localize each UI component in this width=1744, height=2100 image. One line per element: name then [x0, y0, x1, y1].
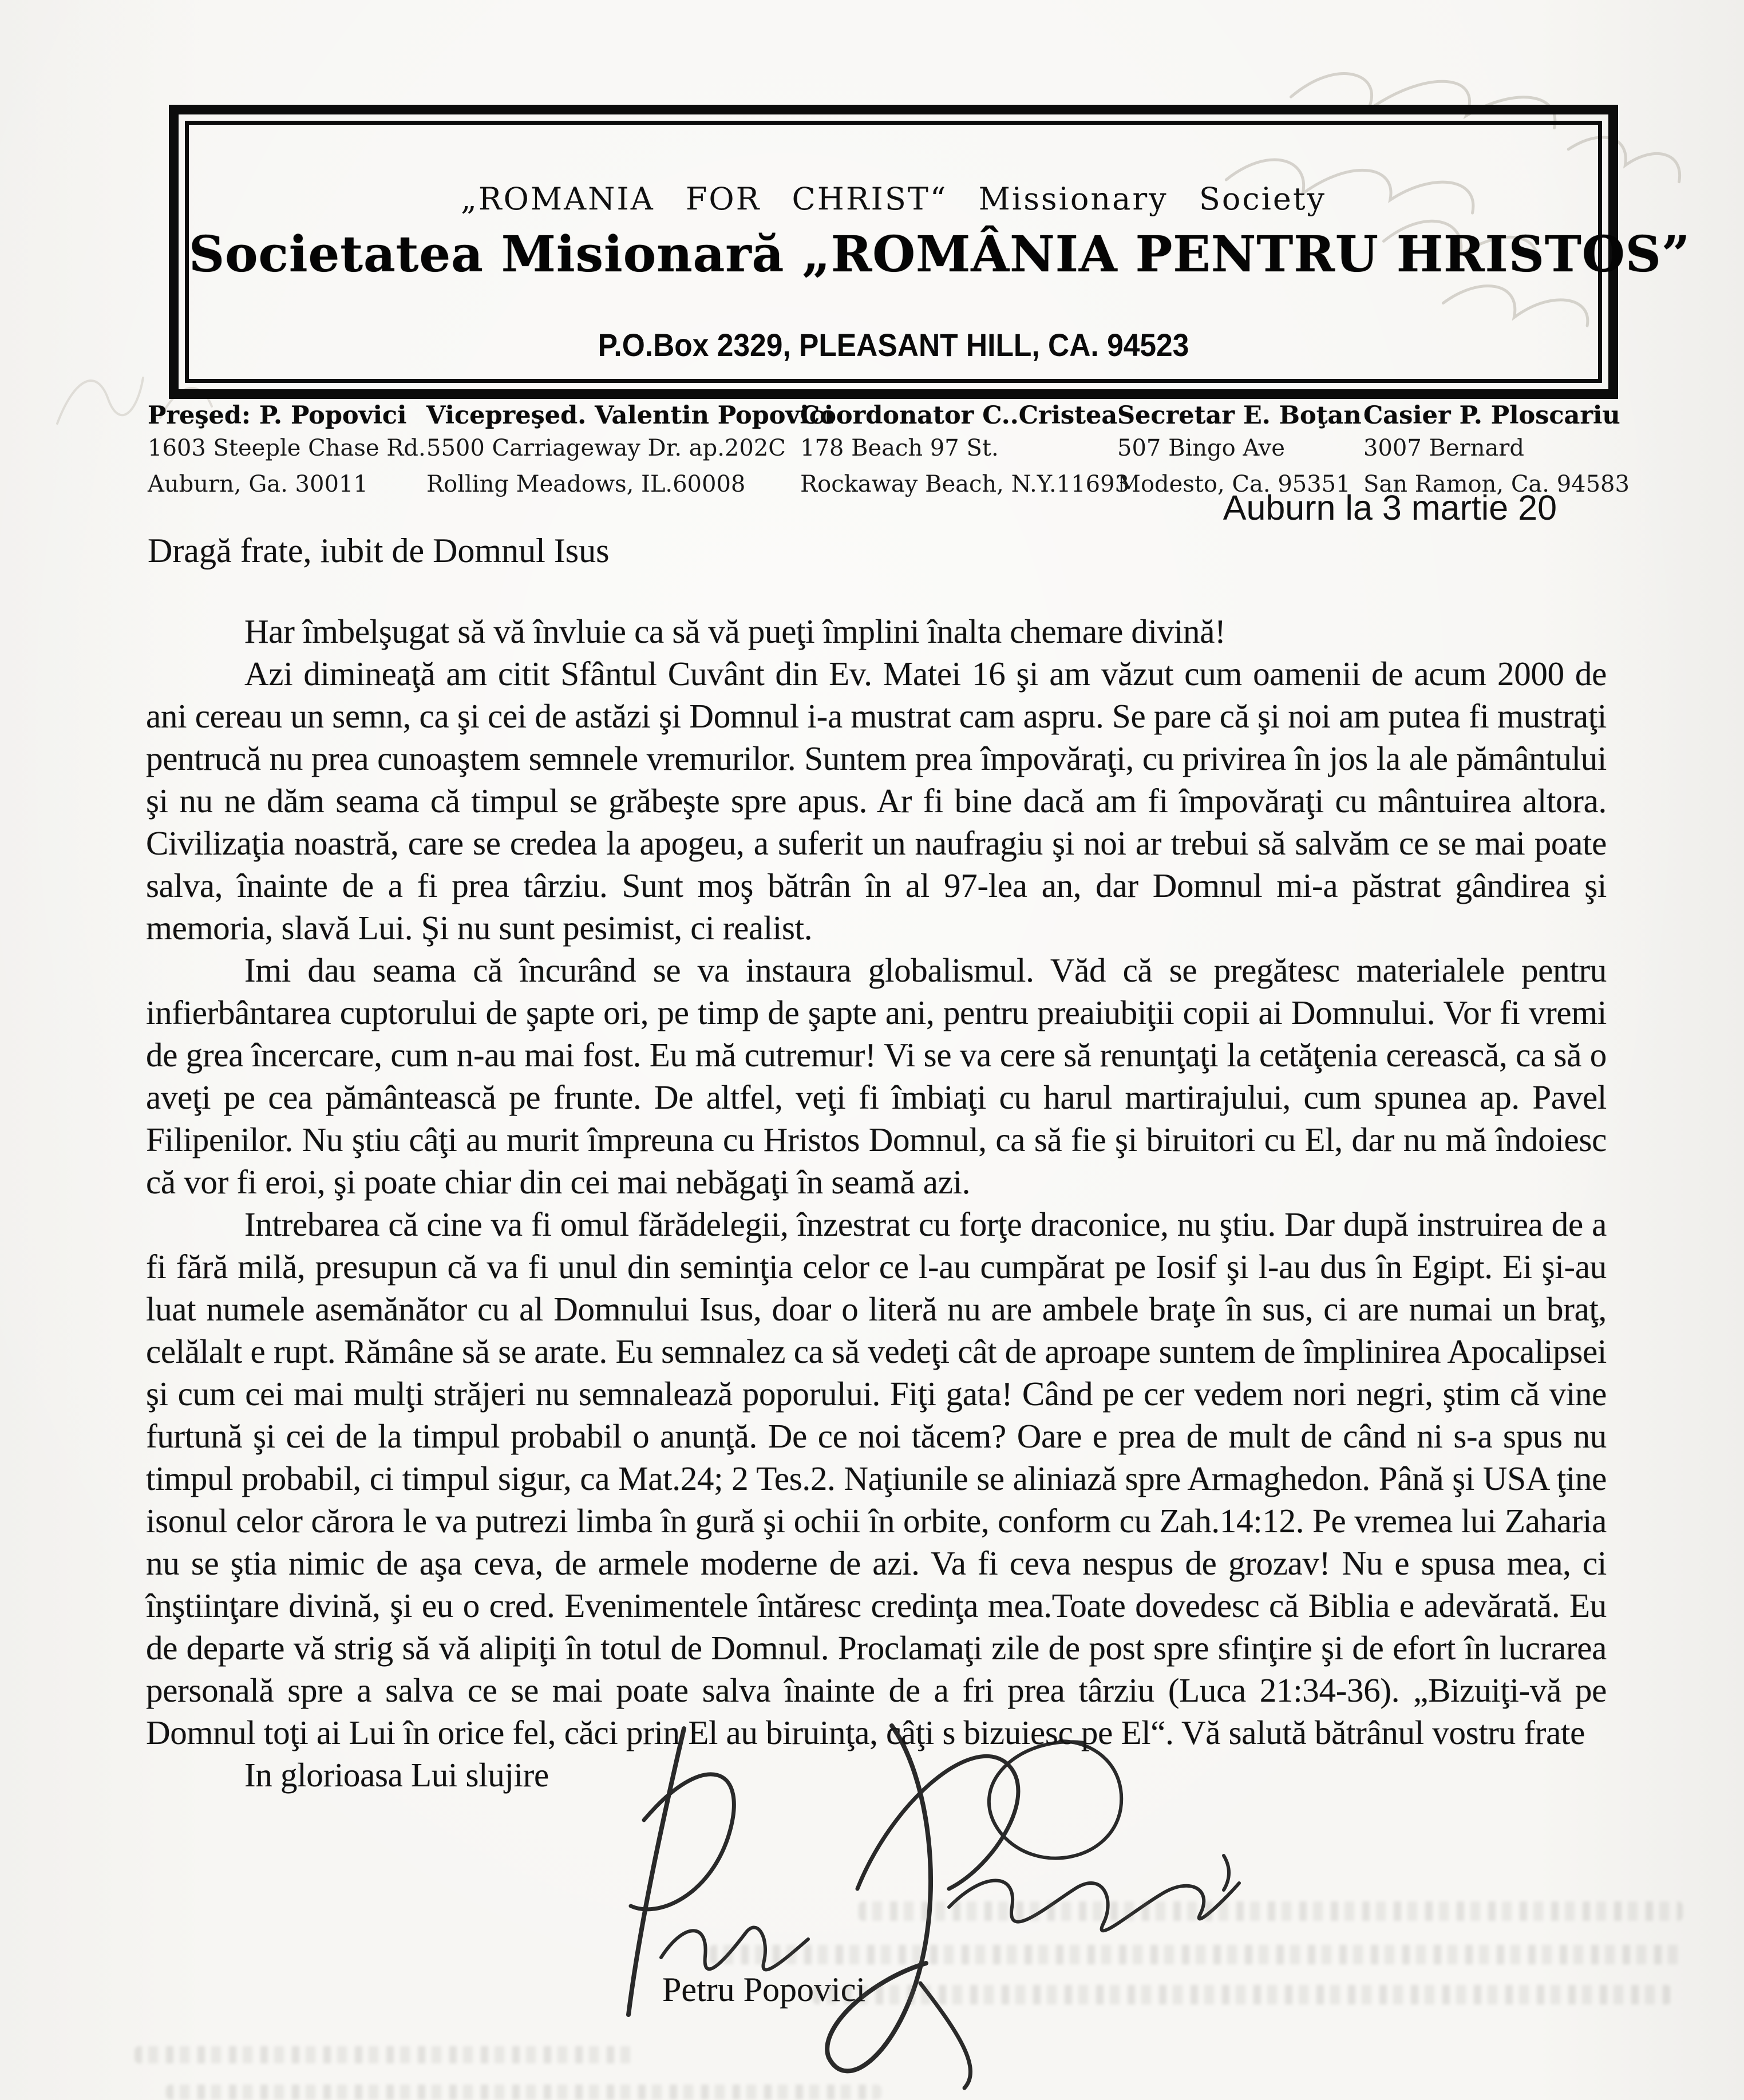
officer-title: Vicepreşed. Valentin Popovici — [426, 401, 834, 430]
officer-address: Modesto, Ca. 95351 — [1117, 471, 1351, 497]
officer-address: 178 Beach 97 St. — [800, 435, 999, 461]
letterhead-inner-border — [185, 121, 1691, 383]
body-paragraph: Azi dimineaţă am citit Sfântul Cuvânt din Ev. Matei 16 şi am văzut cum oamenii de acum 2000 de ani cereau un semn, ca şi cei de astăzi şi Domnul i-a mustrat cam aspru. Se pare că şi noi am putea fi mustraţi pentrucă nu prea cunoaştem semnele vremurilor. Suntem prea împovăraţi, cu privirea în jos la ale pământului şi nu ne dăm seama că timpul se grăbeşte spre apus. Ar fi bine dacă am fi împovăraţi cu mântuirea altora. Civilizaţia noastră, care se credea la apogeu, a suferit un naufragiu şi noi ar trebui să salvăm ce se mai poate salva, înainte de a fi prea târziu. Sunt moş bătrân în al 97-lea an, dar Domnul mi-a păstrat gândirea şi memoria, slavă Lui. Şi nu sunt pesimist, ci realist. — [146, 655, 1607, 947]
officer-address: 1603 Steeple Chase Rd. — [148, 435, 426, 461]
officer-address: Auburn, Ga. 30011 — [148, 471, 368, 497]
letterhead-box — [169, 105, 1691, 399]
dateline: Auburn la 3 martie 20 — [1223, 488, 1557, 527]
officer-address: 507 Bingo Ave — [1117, 435, 1285, 461]
officer-address: San Ramon, Ca. 94583 — [1363, 471, 1630, 497]
text-bleedthrough-band — [135, 2046, 638, 2063]
text-bleedthrough-band — [859, 1901, 1683, 1921]
text-bleedthrough-band — [166, 2085, 881, 2099]
text-bleedthrough-band — [813, 1985, 1671, 2004]
officer-title: Coordonator C..Cristea — [800, 401, 1118, 430]
salutation: Dragă frate, iubit de Domnul Isus — [148, 532, 610, 570]
officer-address: 5500 Carriageway Dr. ap.202C — [426, 435, 786, 461]
officer-address: 3007 Bernard — [1363, 435, 1525, 461]
society-name-ro: Societatea Misionară „ROMÂNIA PENTRU HRISTOS” — [189, 226, 1691, 283]
officer-address: Rolling Meadows, IL.60008 — [426, 471, 746, 497]
body-paragraph: Har îmbelşugat să vă învluie ca să vă pueţi împlini înalta chemare divină! — [244, 612, 1226, 650]
officer-title: Preşed: P. Popovici — [148, 401, 407, 430]
body-paragraph: Intrebarea că cine va fi omul fărădelegii, înzestrat cu forţe draconice, nu ştiu. Dar după instruirea de a fi fără milă, presupun că va fi unul din seminţia celor ce l-au cumpărat pe Iosif şi l-au dus în Egipt. Ei şi-au luat numele asemănător cu al Domnului Isus, doar o literă nu are ambele braţe în sus, ci are numai un braţ, celălalt e rupt. Rămâne să se arate. Eu semnalez ca să vedeţi cât de aproape suntem de împlinirea Apocalipsei şi cum cei mai mulţi străjeri nu semnalează poporului. Fiţi gata! Când pe cer vedem nori negri, ştim că vine furtună şi cei de la timpul probabil o anunţă. De ce noi tăcem? Oare e prea de mult de când ni s-a spus nu timpul probabil, ci timpul sigur, ca Mat.24; 2 Tes.2. Naţiunile se aliniază spre Armaghedon. Până şi USA ţine isonul celor cărora le va putrezi limba în gură şi ochii în orbite, conform cu Zah.14:12. Pe vremea lui Zaharia nu se ştia nimic de aşa ceva, de armele moderne de azi. Va fi ceva nespus de grozav! Nu e spusa mea, ci înştiinţare divină, şi eu o cred. Evenimentele întăresc credinţa mea.Toate dovedesc că Biblia e adevărată. Eu de departe vă strig să vă alipiţi în totul de Domnul. Proclamaţi zile de post spre sfinţire şi de efort în lucrarea personală spre a salva ce se mai poate salva înainte de a fri prea târziu (Luca 21:34-36). „Bizuiţi-vă pe Domnul toţi ai Lui în orice fel, căci prin El au biruinţa, câţi s bizuiesc pe El“. Vă salută bătrânul vostru frate — [146, 1205, 1607, 1751]
text-bleedthrough-band — [710, 1945, 1683, 1964]
officer-title: Casier P. Ploscariu — [1363, 401, 1620, 430]
closing-line: In glorioasa Lui slujire — [244, 1756, 549, 1794]
society-name-en: „ROMANIA FOR CHRIST“ Missionary Society — [460, 181, 1327, 217]
officer-title: Secretar E. Boţan — [1117, 401, 1362, 430]
typed-signature-name: Petru Popovici — [662, 1971, 865, 2008]
body-paragraph: Imi dau seama că încurând se va instaura globalismul. Văd că se pregătesc materialele pentru infierbântarea cuptorului de şapte ori, pe timp de şapte ani, pentru preaiubiţii copii ai Domnului. Vor fi vremi de grea încercare, cum n-au mai fost. Eu mă cutremur! Vi se va cere să renunţaţi la cetăţenia cerească, ca să o aveţi pe cea pământească pe frunte. De altfel, veţi fi îmbiaţi cu harul martirajului, cum spunea ap. Pavel Filipenilor. Nu ştiu câţi au murit împreuna cu Hristos Domnul, ca să fie şi biruitori cu El, dar nu mă îndoiesc că vor fi eroi, şi poate chiar din cei mai nebăgaţi în seamă azi. — [146, 951, 1607, 1201]
letter-body — [146, 610, 1607, 1796]
po-box-address: P.O.Box 2329, PLEASANT HILL, CA. 94523 — [598, 327, 1189, 363]
officer-address: Rockaway Beach, N.Y.11693 — [800, 471, 1129, 497]
